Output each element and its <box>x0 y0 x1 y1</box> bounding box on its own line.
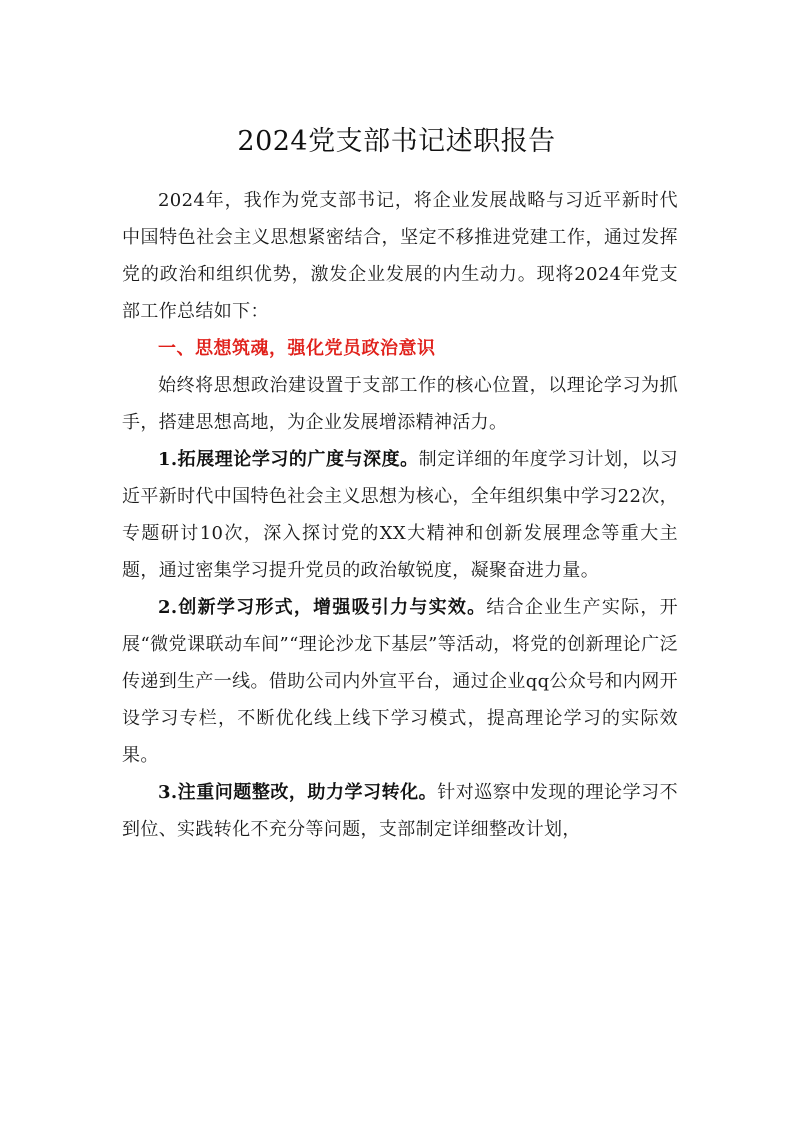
document-title: 2024党支部书记述职报告 <box>237 126 556 157</box>
item-lead: 3.注重问题整改，助力学习转化。 <box>158 782 438 803</box>
section-summary-paragraph: 始终将思想政治建设置于支部工作的核心位置，以理论学习为抓手，搭建思想高地，为企业发展增添精神活力。 <box>122 375 678 433</box>
list-item <box>122 589 678 774</box>
section-heading-text: 一、思想筑魂，强化党员政治意识 <box>158 338 436 359</box>
section-heading <box>122 330 678 367</box>
item-text: 制定详细的年度学习计划，以习近平新时代中国特色社会主义思想为核心，全年组织集中学习22次，专题研讨10次，深入探讨党的XX大精神和创新发展理念等重大主题，通过密集学习提升党员的政治敏锐度，凝聚奋进力量。 <box>122 449 679 581</box>
item-text: 结合企业生产实际，开展“微党课联动车间”“理论沙龙下基层”等活动，将党的创新理论广泛传递到生产一线。借助公司内外宣平台，通过企业qq公众号和内网开设学习专栏，不断优化线上线下学习模式，提高理论学习的实际效果。 <box>122 597 679 766</box>
item-text: 针对巡察中发现的理论学习不到位、实践转化不充分等问题，支部制定详细整改计划， <box>122 782 678 840</box>
list-item <box>122 774 678 848</box>
item-lead: 2.创新学习形式，增强吸引力与实效。 <box>158 597 487 618</box>
intro-paragraph: 2024年，我作为党支部书记，将企业发展战略与习近平新时代中国特色社会主义思想紧密结合，坚定不移推进党建工作，通过发挥党的政治和组织优势，激发企业发展的内生动力。现将2024年党支部工作总结如下： <box>122 190 678 322</box>
item-lead: 1.拓展理论学习的广度与深度。 <box>158 449 419 470</box>
document-body <box>122 182 678 848</box>
list-item <box>122 441 678 589</box>
